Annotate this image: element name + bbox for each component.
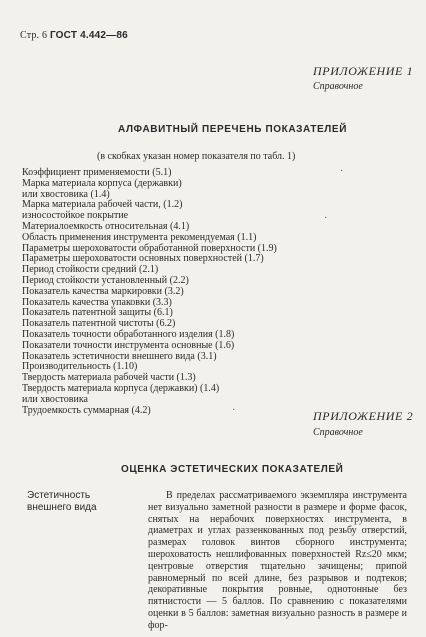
term-label: Эстетичность внешнего вида	[27, 490, 97, 513]
evaluation-paragraph: В пределах рассматриваемого экземпляра инструмента нет визуально заметной разности в размере и форме фасок, снятых на нерабочих поверхностях инструмента, в диаметрах и углах раззенкованных под резьбу отверстий, размерах головок винтов сборного инструмента; шероховатость нешлифованных поверхностей Rz≤20 мкм; центровые отверстия тщательно зачищены; припой равномерный по всей длине, без разрывов и подтеков; декоративные покрытия ровные, однотонные без пятнистости — 5 баллов. По сравнению с показателями оценки в 5 баллов: заметная визуально разность в размере и фор-	[148, 490, 407, 631]
indicator-list-item: Показатель патентной защиты (6.1)	[22, 307, 173, 319]
indicator-list-item: или хвостовика	[22, 393, 88, 405]
appendix-1-subtitle: Справочное	[313, 81, 363, 92]
indicator-list-item: Твердость материала корпуса (державки) (1.4)	[22, 382, 220, 394]
indicator-list-item: Показатель качества упаковки (3.3)	[22, 296, 172, 308]
indicator-list-item: Показатели точности инструмента основные (1.6)	[22, 339, 235, 351]
speck-mark: ·	[232, 405, 236, 416]
indicator-list-item: Параметры шероховатости обработанной поверхности (1.9)	[22, 242, 277, 254]
indicator-list-item: Показатель патентной чистоты (6.2)	[22, 318, 176, 330]
indicator-list-item: Производительность (1.10)	[22, 361, 138, 373]
appendix-2-subtitle: Справочное	[313, 427, 363, 438]
table-reference-note: (в скобках указан номер показателя по табл. 1)	[97, 151, 296, 162]
indicator-list-item: Трудоемкость суммарная (4.2)	[22, 404, 151, 416]
indicator-list-item: Показатель точности обработанного изделия (1.8)	[22, 328, 235, 340]
appendix-1-title: ПРИЛОЖЕНИЕ 1	[313, 64, 414, 78]
indicator-list-item: Коэффициент применяемости (5.1)	[22, 167, 172, 178]
indicator-list-item: Марка материала корпуса (державки)	[22, 177, 182, 189]
speck-mark: ·	[340, 166, 344, 177]
indicator-list-item: Марка материала рабочей части, (1.2)	[22, 199, 183, 211]
aesthetic-evaluation-title: ОЦЕНКА ЭСТЕТИЧЕСКИХ ПОКАЗАТЕЛЕЙ	[121, 464, 344, 475]
indicator-list	[22, 168, 277, 416]
indicator-list-item: Период стойкости установленный (2.2)	[22, 274, 189, 286]
page-header	[20, 30, 128, 41]
indicator-list-item: или хвостовика (1.4)	[22, 188, 110, 200]
indicator-list-item: Область применения инструмента рекомендуемая (1.1)	[22, 231, 257, 243]
standard-number: ГОСТ 4.442—86	[49, 30, 128, 41]
alphabetical-list-title: АЛФАВИТНЫЙ ПЕРЕЧЕНЬ ПОКАЗАТЕЛЕЙ	[118, 124, 347, 135]
page-number: Стр. 6	[20, 30, 48, 41]
indicator-list-item: Твердость материала рабочей части (1.3)	[22, 372, 196, 384]
indicator-list-item: Показатель качества маркировки (3.2)	[22, 285, 184, 297]
indicator-list-item: Период стойкости средний (2.1)	[22, 264, 159, 276]
indicator-list-item: Параметры шероховатости основных поверхностей (1.7)	[22, 253, 264, 265]
indicator-list-item: Показатель эстетичности внешнего вида (3.1)	[22, 350, 217, 362]
speck-mark: ·	[324, 213, 328, 224]
indicator-list-item: износостойкое покрытие	[22, 210, 129, 222]
indicator-list-item: Материалоемкость относительная (4.1)	[22, 220, 190, 232]
appendix-2-title: ПРИЛОЖЕНИЕ 2	[313, 409, 414, 423]
